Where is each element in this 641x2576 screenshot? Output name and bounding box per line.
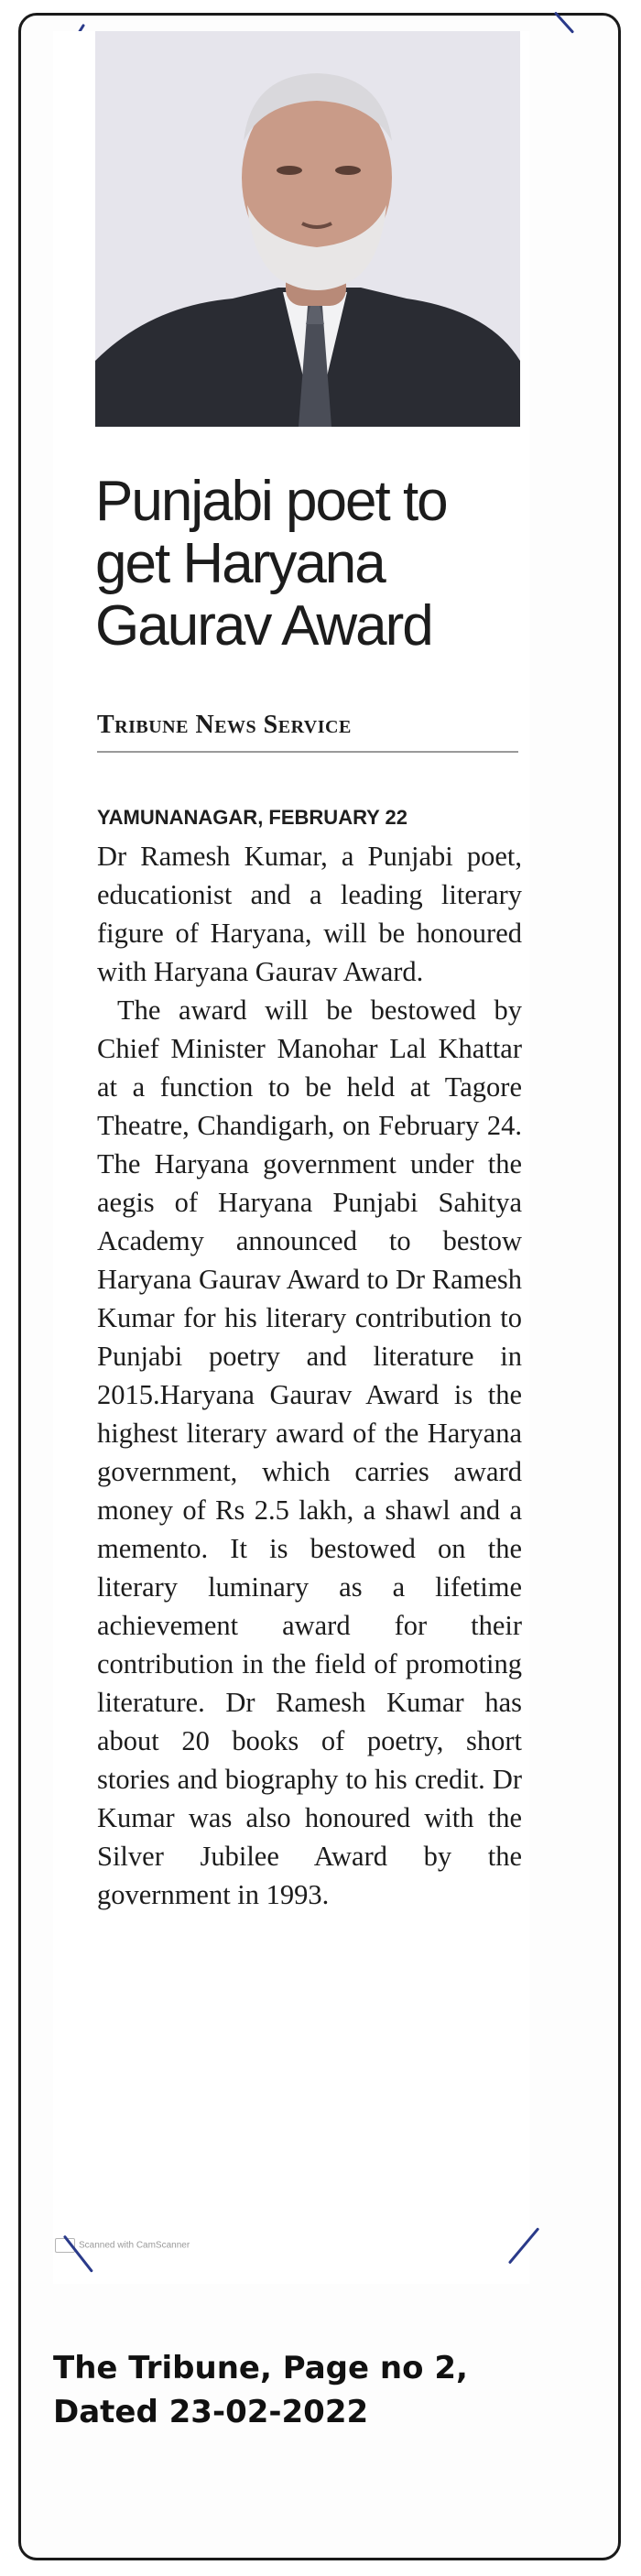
article-paragraph-2: The award will be bestowed by Chief Minister Manohar Lal Khattar at a function to be held at Tagore Theatre, Chandigarh, on February 24. The Haryana government under the aegis of Haryana Punjabi Sahitya Academy announced to bestow Haryana Gaurav Award to Dr Ramesh Kumar for his literary contribution to Punjabi poetry and literature in 2015.Haryana Gaurav Award is the highest literary award of the Haryana government, which carries award money of Rs 2.5 lakh, a shawl and a memento. It is bestowed on the literary luminary as a lifetime achievement award for their contribution in the field of promoting literature. Dr Ramesh Kumar has about 20 books of poetry, short stories and biography to his credit. Dr Kumar was also honoured with the Silver Jubilee Award by the government in 1993. — [97, 995, 522, 1910]
caption-line-publication: The Tribune, Page no 2, — [53, 2350, 468, 2386]
caption-line-date: Dated 23-02-2022 — [53, 2394, 369, 2430]
article-body — [97, 837, 522, 1914]
portrait-photo — [95, 31, 520, 427]
news-clipping — [53, 31, 529, 2284]
scan-watermark-text: Scanned with CamScanner — [79, 2240, 190, 2251]
source-caption — [53, 2346, 468, 2434]
byline-divider — [97, 751, 518, 753]
article-headline: Punjabi poet to get Haryana Gaurav Award — [95, 470, 447, 658]
article-paragraph-1: Dr Ramesh Kumar, a Punjabi poet, educationist and a leading literary figure of Haryana, will be honoured with Haryana Gaurav Award. — [97, 841, 522, 987]
article-byline: Tribune News Service — [97, 711, 352, 739]
article-dateline: YAMUNANAGAR, FEBRUARY 22 — [97, 806, 408, 829]
portrait-image — [95, 31, 520, 427]
